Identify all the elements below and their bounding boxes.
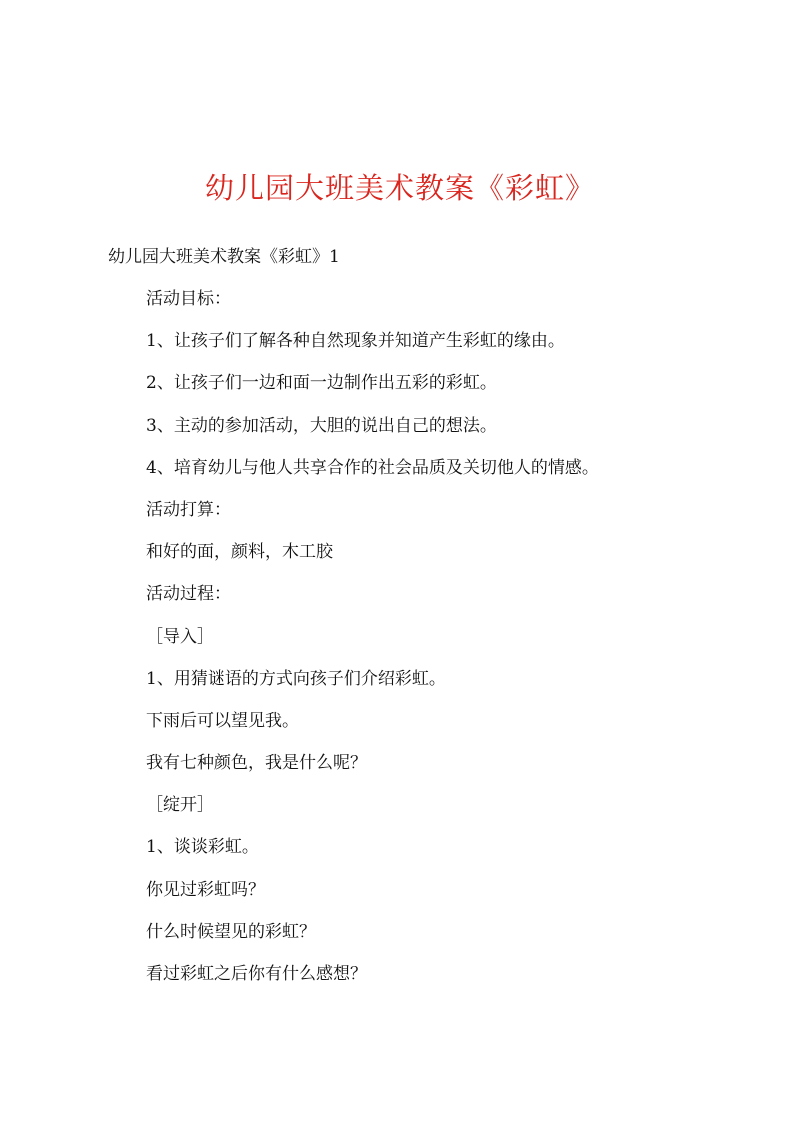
text-line: ［绽开］	[146, 795, 214, 816]
text-line: 3、主动的参加活动，大胆的说出自己的想法。	[146, 415, 497, 436]
text-line: 2、让孩子们一边和面一边制作出五彩的彩虹。	[146, 373, 497, 394]
section-heading: 幼儿园大班美术教案《彩虹》1	[108, 247, 340, 267]
text-line: 什么时候望见的彩虹？	[146, 921, 316, 942]
text-line: 1、用猜谜语的方式向孩子们介绍彩虹。	[146, 668, 446, 689]
text-line: 看过彩虹之后你有什么感想？	[146, 964, 367, 984]
content-lines	[146, 286, 766, 1003]
text-line: 1、谈谈彩虹。	[146, 837, 259, 858]
document-title: 幼儿园大班美术教案《彩虹》	[204, 171, 595, 205]
text-line: 你见过彩虹吗？	[146, 879, 265, 900]
text-line: 1、让孩子们了解各种自然现象并知道产生彩虹的缘由。	[146, 331, 565, 352]
text-line: 活动目标：	[146, 289, 231, 309]
text-line: 活动过程：	[146, 584, 231, 605]
text-line: ［导入］	[146, 626, 214, 647]
text-line: 4、培育幼儿与他人共享合作的社会品质及关切他人的情感。	[146, 457, 599, 478]
text-line: 和好的面，颜料，木工胶	[146, 542, 333, 563]
text-line: 活动打算：	[146, 499, 231, 520]
text-line: 我有七种颜色，我是什么呢？	[146, 753, 367, 774]
text-line: 下雨后可以望见我。	[146, 710, 299, 731]
